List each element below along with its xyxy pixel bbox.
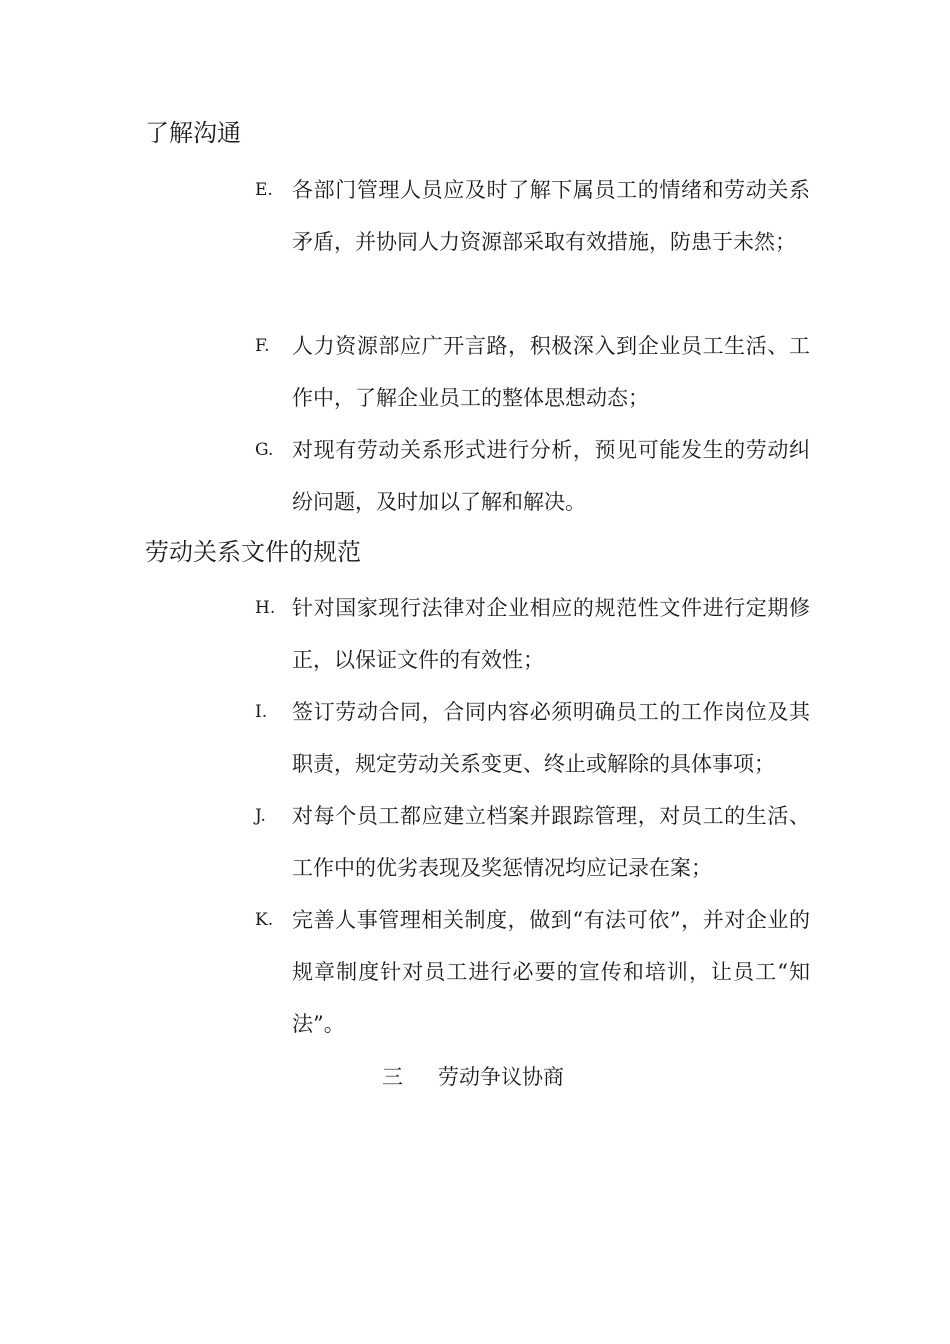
list-item <box>255 686 815 790</box>
list-marker: F. <box>255 336 270 356</box>
list-marker: G. <box>255 440 274 460</box>
list-marker: I. <box>255 702 268 722</box>
list-marker: K. <box>255 910 274 930</box>
heading-labor-relations-documents: 劳动关系文件的规范 <box>145 538 361 566</box>
list-item <box>255 164 815 268</box>
section-number: 三 <box>382 1065 403 1089</box>
list-item <box>255 582 815 686</box>
list-item <box>255 424 815 528</box>
section-title: 劳动争议协商 <box>438 1065 564 1089</box>
list-item <box>255 894 815 1050</box>
list-item-text: 各部门管理人员应及时了解下属员工的情绪和劳动关系矛盾，并协同人力资源部采取有效措施，防患于未然； <box>292 178 810 254</box>
list-item <box>255 320 815 424</box>
list-item-text: 对现有劳动关系形式进行分析，预见可能发生的劳动纠纷问题，及时加以了解和解决。 <box>292 438 810 514</box>
list-item-text: 人力资源部应广开言路，积极深入到企业员工生活、工作中，了解企业员工的整体思想动态； <box>292 334 810 410</box>
list-marker: H. <box>255 598 276 618</box>
list-marker: E. <box>255 180 273 200</box>
list-item-text: 完善人事管理相关制度，做到“有法可依”，并对企业的规章制度针对员工进行必要的宣传和培训，让员工“知法”。 <box>292 908 810 1036</box>
list-marker: J. <box>255 806 266 826</box>
list-item-text: 签订劳动合同，合同内容必须明确员工的工作岗位及其职责，规定劳动关系变更、终止或解除的具体事项； <box>292 700 810 776</box>
list-item-text: 对每个员工都应建立档案并跟踪管理，对员工的生活、工作中的优劣表现及奖惩情况均应记录在案； <box>292 804 810 880</box>
section-heading <box>382 1062 564 1092</box>
list-item-text: 针对国家现行法律对企业相应的规范性文件进行定期修正，以保证文件的有效性； <box>292 596 810 672</box>
list-item <box>255 790 815 894</box>
heading-understanding-communication: 了解沟通 <box>145 119 241 147</box>
